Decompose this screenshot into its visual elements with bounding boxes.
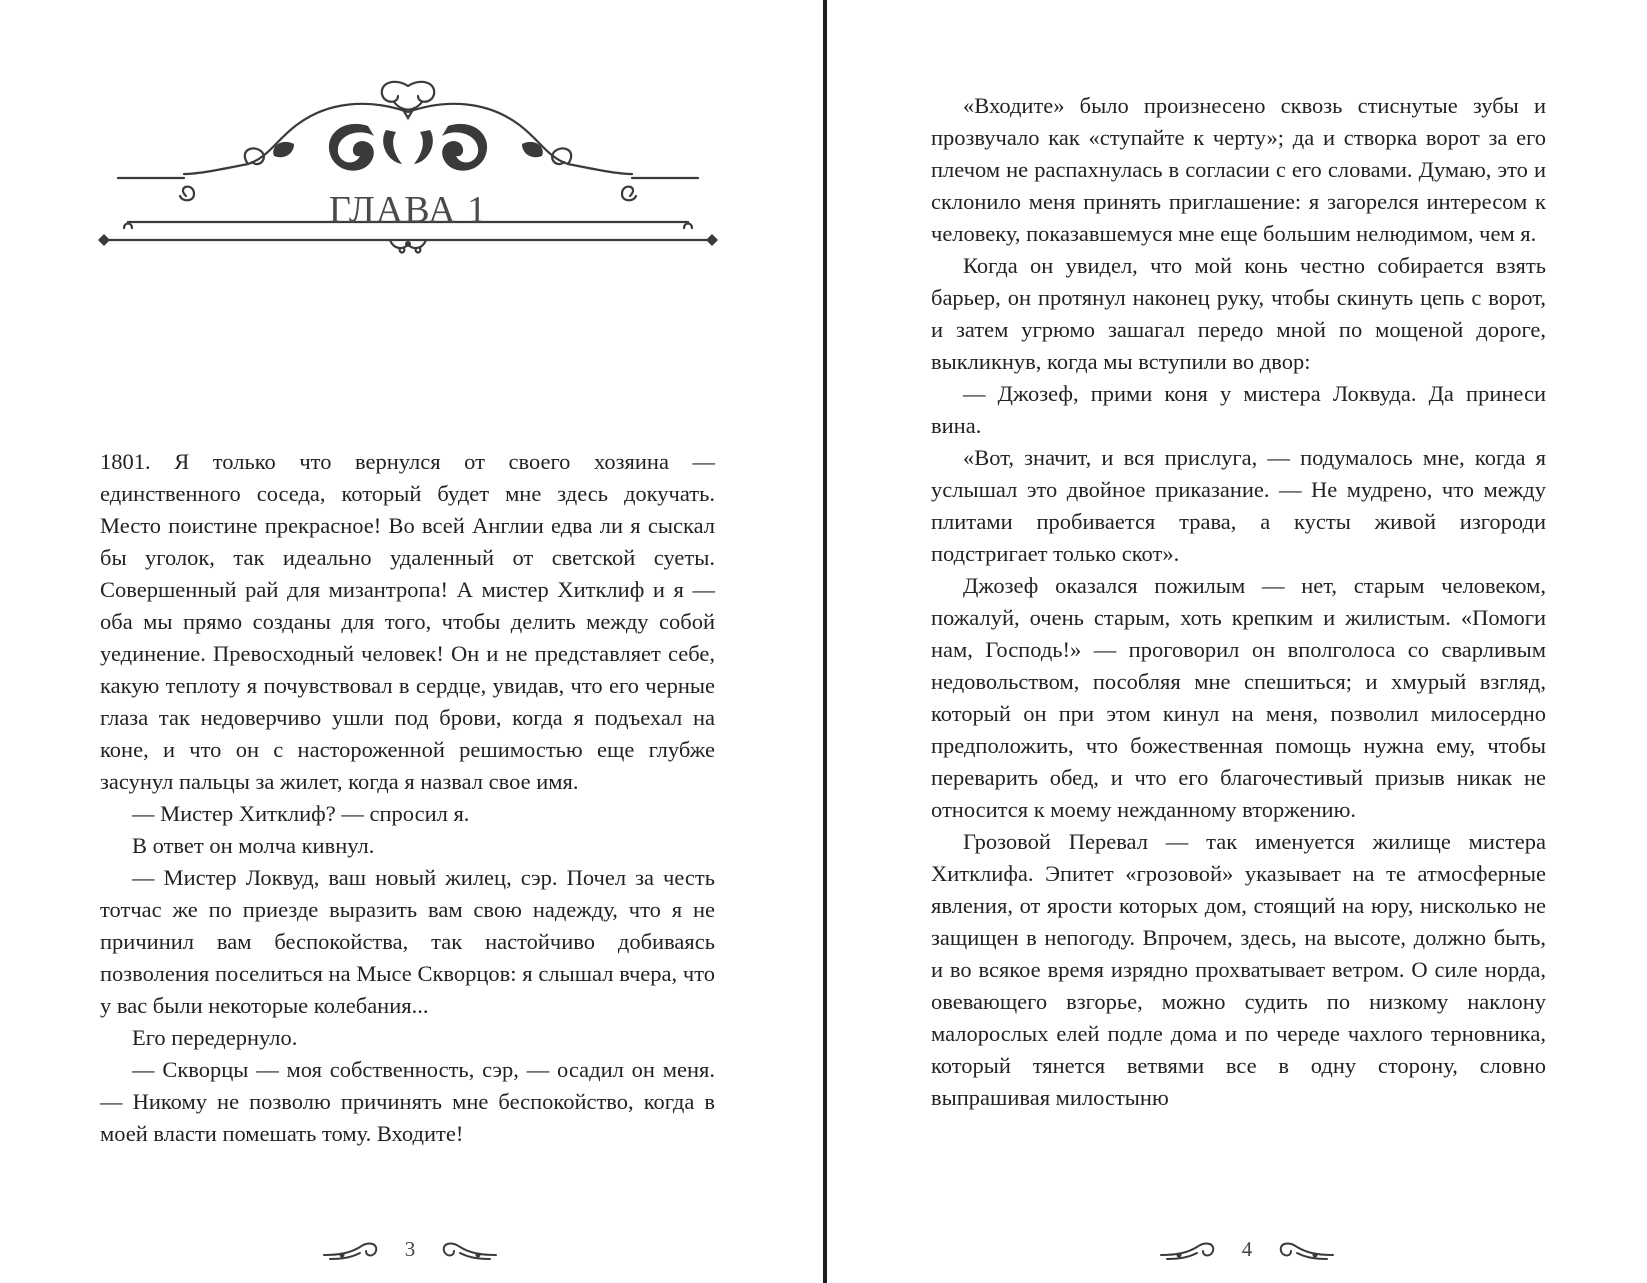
page-number-right [1157,1233,1337,1273]
page-number: 4 [1241,1237,1253,1261]
paragraph: «Входите» было произнесено сквозь стиснутые зубы и прозвучало как «ступайте к черту»; да и створка ворот за его плечом не распахнулась в согласии с его словами. Думаю, это и склонило меня принять приглашение: я загорелся интересом к человеку, показавшемуся мне еще большим нелюдимом, чем я. [931,93,1546,246]
chapter-title: ГЛАВА 1 [328,189,488,231]
right-page [827,0,1647,1283]
paragraph: — Джозеф, прими коня у мистера Локвуда. Да принеси вина. [931,381,1546,438]
paragraph: Его передернуло. [132,1025,298,1050]
left-page [0,0,823,1283]
left-page-body [100,446,715,1150]
paragraph: В ответ он молча кивнул. [132,833,375,858]
paragraph: — Мистер Локвуд, ваш новый жилец, сэр. Почел за честь тотчас же по приезде выразить вам свою надежду, что я не причинил вам беспокойства, так настойчиво добиваясь позволения поселиться на Мысе Скворцов: я слышал вчера, что у вас были некоторые колебания... [100,865,715,1018]
paragraph: — Мистер Хитклиф? — спросил я. [132,801,470,826]
paragraph: — Скворцы — моя собственность, сэр, — осадил он меня. — Никому не позволю причинять мне беспокойство, когда в моей власти помешать тому. Входите! [100,1057,715,1146]
paragraph: Джозеф оказался пожилым — нет, старым человеком, пожалуй, очень старым, хоть крепким и жилистым. «Помоги нам, Господь!» — проговорил он вполголоса со сварливым недовольством, пособляя мне спешиться; и хмурый взгляд, который он при этом кинул на меня, позволил милосердно предположить, что божественная помощь нужна ему, чтобы переварить обед, и что его благочестивый призыв никак не относится к моему нежданному вторжению. [931,573,1546,822]
page-number: 3 [404,1237,416,1261]
right-page-body [931,90,1546,1114]
page-number-left [320,1233,500,1273]
chapter-ornament-icon [98,78,718,268]
paragraph: «Вот, значит, и вся прислуга, — подумалось мне, когда я услышал это двойное приказание. — Не мудрено, что между плитами пробивается трава, а кусты живой изгороди подстригает только скот». [931,445,1546,566]
paragraph: Грозовой Перевал — так именуется жилище мистера Хитклифа. Эпитет «грозовой» указывает на те атмосферные явления, от ярости которых дом, стоящий на юру, нисколько не защищен в непогоду. Впрочем, здесь, на высоте, должно быть, и во всякое время изрядно прохватывает ветром. О силе норда, овевающего взгорье, можно судить по низкому наклону малорослых елей подле дома и по череде чахлого терновника, который тянется ветвями все в одну сторону, словно выпрашивая милостыню [931,829,1546,1110]
paragraph: 1801. Я только что вернулся от своего хозяина — единственного соседа, который будет мне здесь докучать. Место поистине прекрасное! Во всей Англии едва ли я сыскал бы уголок, так идеально удаленный от светской суеты. Совершенный рай для мизантропа! А мистер Хитклиф и я — оба мы прямо созданы для того, чтобы делить между собой уединение. Превосходный человек! Он и не представляет себе, какую теплоту я почувствовал в сердце, увидав, что его черные глаза так недоверчиво ушли под брови, когда я подъехал на коне, и что он с настороженной решимостью еще глубже засунул пальцы за жилет, когда я назвал свое имя. [100,449,715,794]
paragraph: Когда он увидел, что мой конь честно собирается взять барьер, он протянул наконец руку, чтобы скинуть цепь с ворот, и затем угрюмо зашагал передо мной по мощеной дороге, выкликнув, когда мы вступили во двор: [931,253,1546,374]
